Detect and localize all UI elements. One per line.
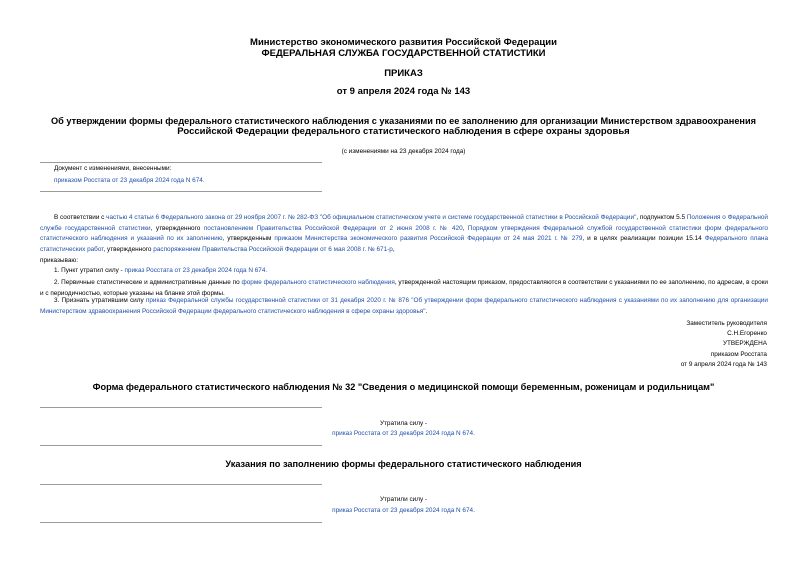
revision-note: (с изменениями на 23 декабря 2024 года) xyxy=(341,148,466,155)
preamble-text: , xyxy=(462,224,468,232)
instructions-lost-force: Утратили силу - xyxy=(379,496,428,503)
ministry-name: Министерство экономического развития Российской Федерации xyxy=(250,37,557,48)
order-word: приказываю: xyxy=(40,257,78,264)
item-1-link[interactable]: приказ Росстата от 23 декабря 2024 года N 674. xyxy=(124,267,268,274)
preamble-text: , утвержденного xyxy=(103,245,154,253)
item-3-text: 3. Признать утратившим силу xyxy=(54,297,146,304)
government-decree-link[interactable]: постановлением Правительства Российской Федерации от 2 июня 2008 г. № 420 xyxy=(203,224,463,232)
approval-by: приказом Росстата xyxy=(710,350,767,358)
amendment-label: Документ с изменениями, внесенными: xyxy=(54,165,172,172)
signature-position: Заместитель руководителя xyxy=(686,320,767,327)
ministry-order-link[interactable]: приказом Министерства экономического развития Российской Федерации от 24 мая 2021 г. № 279 xyxy=(274,235,583,242)
preamble-text: , подпунктом 5.5 xyxy=(636,214,687,221)
document-title-line-1: Об утверждении формы федерального статистического наблюдения с указаниями по ее заполнению для организации Министерством здравоохранения xyxy=(51,116,756,126)
repealed-order-link[interactable]: приказ Федеральной службы государственной статистики от 31 декабря 2020 г. № 876 "Об утверждении форм федерального статистического наблюдения с указаниями по их заполнению для организации Министерством здравоохранения Российской Федерации федерального статистического наблюдения в сфере охраны здоровья" xyxy=(40,297,768,315)
service-name: ФЕДЕРАЛЬНАЯ СЛУЖБА ГОСУДАРСТВЕННОЙ СТАТИСТИКИ xyxy=(261,48,546,59)
item-2-text: , утвержденной настоящим приказом, предоставляются в соответствии с указаниями по ее заполнению, по адресам, в сроки и с периодичностью, которые указаны на бланке этой формы. xyxy=(40,279,768,297)
federal-law-link[interactable]: частью 4 статьи 6 Федерального закона от 29 ноября 2007 г. № 282-ФЗ "Об официальном статистическом учете и системе государственной статистики в Российской Федерации" xyxy=(106,214,637,221)
form-lost-force: Утратила силу - xyxy=(379,420,428,427)
procedure-link[interactable]: Порядком утверждения Федеральной службой государственной статистики форм федерального статистического наблюдения и указаний по их заполнению xyxy=(40,224,768,242)
item-3 xyxy=(40,296,768,317)
document-date-number: от 9 апреля 2024 года № 143 xyxy=(336,86,471,97)
form-bottom-rule xyxy=(40,445,322,446)
signature-block xyxy=(681,319,767,370)
approval-date: от 9 апреля 2024 года № 143 xyxy=(680,360,767,368)
approval-approved: УТВЕРЖДЕНА xyxy=(722,340,767,348)
item-1 xyxy=(40,266,768,277)
form-repeal-link[interactable]: приказ Росстата от 23 декабря 2024 года N 674. xyxy=(332,430,475,437)
regulation-link[interactable]: Положения о Федеральной службе государственной статистики xyxy=(40,214,768,232)
instructions-bottom-rule xyxy=(40,522,322,523)
signature-name: С.Н.Егоренко xyxy=(727,330,767,338)
preamble-text: , xyxy=(392,245,395,253)
document-type: ПРИКАЗ xyxy=(384,68,423,79)
form-link[interactable]: форме федерального статистического наблюдения xyxy=(241,279,395,286)
amendment-bottom-rule xyxy=(40,191,322,192)
instructions-top-rule xyxy=(40,484,322,485)
amendment-link[interactable]: приказом Росстата от 23 декабря 2024 года N 674. xyxy=(54,177,205,184)
form-title: Форма федерального статистического наблюдения № 32 "Сведения о медицинской помощи беременным, роженицам и родильницам" xyxy=(92,382,715,392)
item-1-text: 1. Пункт утратил силу - xyxy=(54,267,125,274)
preamble-paragraph xyxy=(40,213,768,255)
document-title-line-2: Российской Федерации федерального статистического наблюдения в сфере охраны здоровья xyxy=(177,126,630,137)
item-3-text: . xyxy=(425,307,428,315)
form-top-rule xyxy=(40,407,322,408)
instructions-repeal-link[interactable]: приказ Росстата от 23 декабря 2024 года N 674. xyxy=(332,507,475,514)
item-2-text: 2. Первичные статистические и административные данные по xyxy=(54,279,242,286)
preamble-text: , и в целях реализации позиции 15.14 xyxy=(582,235,705,242)
government-order-link[interactable]: распоряжением Правительства Российской Федерации от 6 мая 2008 г. № 671-р xyxy=(153,245,393,253)
instructions-title: Указания по заполнению формы федерального статистического наблюдения xyxy=(225,459,582,469)
preamble-text: , утвержденным xyxy=(222,235,275,242)
statistical-plan-link[interactable]: Федерального плана статистических работ xyxy=(40,235,769,253)
preamble-text: , утвержденного xyxy=(150,224,204,232)
preamble-text: В соответствии с xyxy=(54,214,107,221)
